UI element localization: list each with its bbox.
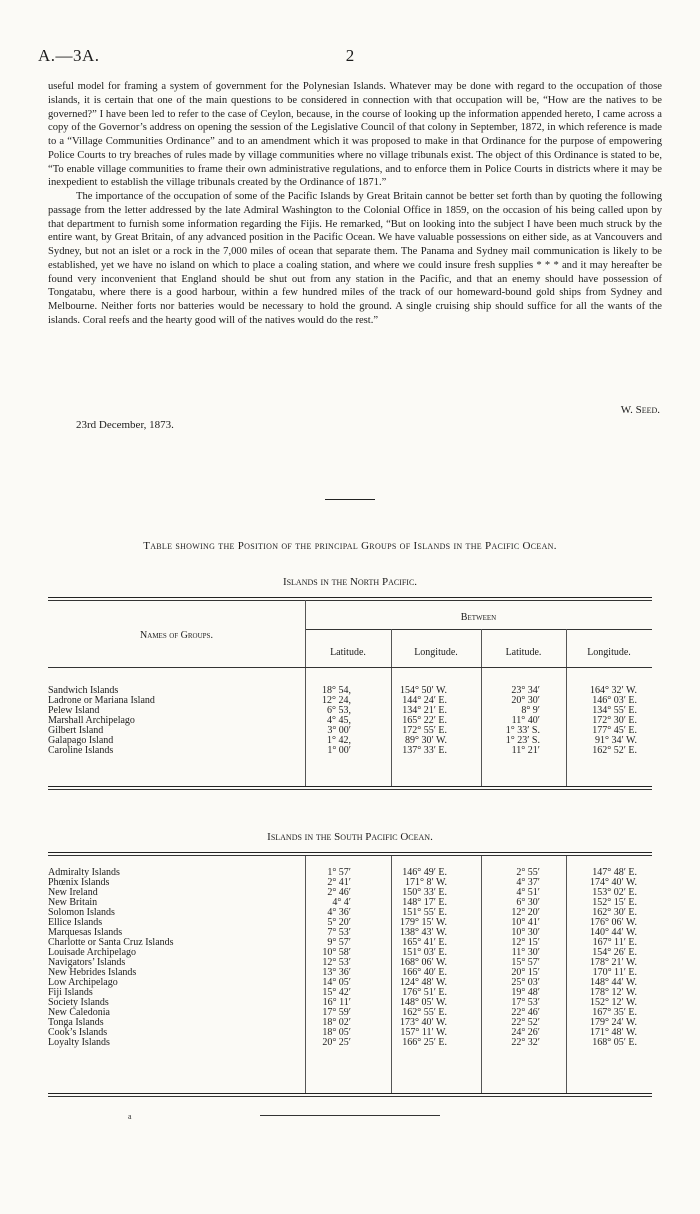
column-header-between: Between <box>460 612 497 623</box>
group-name: Gilbert Island <box>48 725 104 736</box>
longitude-from: 151° 55′ E. <box>402 907 447 918</box>
longitude-to: 167° 35′ E. <box>592 1007 637 1018</box>
group-name: New Caledonia <box>48 1007 110 1018</box>
group-name: Marquesas Islands <box>48 927 123 938</box>
column-header-longitude-1: Longitude. <box>414 647 458 658</box>
table-title: Table showing the Position of the principal Groups of Islands in the Pacific Ocean. <box>143 540 557 552</box>
group-name: Galapago Island <box>48 735 114 746</box>
between-rule <box>305 629 652 630</box>
latitude-to: 22° 52′ <box>511 1017 540 1028</box>
column-rule <box>391 629 392 667</box>
longitude-to: 152° 15′ E. <box>592 897 637 908</box>
latitude-from: 6° 53, <box>327 705 351 716</box>
column-rule <box>566 629 567 667</box>
column-rule <box>481 629 482 667</box>
latitude-to: 10° 30′ <box>511 927 540 938</box>
latitude-from: 2° 41′ <box>327 877 351 888</box>
latitude-to: 11° 21′ <box>511 745 540 756</box>
header-bottom-rule <box>48 667 652 668</box>
group-name: Caroline Islands <box>48 745 114 756</box>
group-name: Cook’s Islands <box>48 1027 108 1038</box>
column-header-latitude-2: Latitude. <box>505 647 542 658</box>
paragraph-ceylon: useful model for framing a system of government for the Polynesian Islands. Whatever may be done with regard to the occupation of those islands, it is certain that one of the main questions to be considered in connection with that occupation will be, “How are the natives to be governed?” I have been led to refer to the case of Ceylon, because, in the course of looking up the information appended hereto, I came across a copy of the Governor’s address on opening the session of the Legislative Council of that colony in September, 1872, in which reference is made to a “Village Communities Ordinance” and to an amendment which it was proposed to make in that Ordinance for the purpose of empowering Police Courts to try breaches of rules made by village communities where no village tribunals exist. The object of this Ordinance is stated to be, “To enable village communities to frame their own administrative regulations, and to enforce them in Police Courts in districts where it may be inexpedient to establish the village tribunals created by the Ordinance of 1871.” <box>48 81 662 189</box>
longitude-from: 148° 17′ E. <box>402 897 447 908</box>
longitude-from: 166° 25′ E. <box>402 1037 447 1048</box>
latitude-to: 12° 20′ <box>511 907 540 918</box>
group-name: Marshall Archipelago <box>48 715 135 726</box>
closing-rule <box>260 1115 440 1116</box>
section-divider <box>325 499 375 500</box>
longitude-from: 165° 22′ E. <box>402 715 447 726</box>
latitude-from: 4° 36′ <box>327 907 351 918</box>
signature-name: W. Seed. <box>620 404 660 416</box>
north-bottom-rule <box>48 786 652 787</box>
south-table-body <box>48 868 652 1048</box>
longitude-from: 138° 43′ W. <box>399 927 447 938</box>
table-top-rule <box>48 597 652 598</box>
longitude-to: 179° 24′ W. <box>589 1017 637 1028</box>
latitude-from: 13° 36′ <box>322 967 351 978</box>
longitude-to: 147° 48′ E. <box>592 867 637 878</box>
longitude-to: 168° 05′ E. <box>592 1037 637 1048</box>
signature <box>621 404 660 416</box>
latitude-to: 17° 53′ <box>511 997 540 1008</box>
latitude-from: 20° 25′ <box>322 1037 351 1048</box>
latitude-to: 11° 40′ <box>511 715 540 726</box>
latitude-from: 10° 58′ <box>322 947 351 958</box>
column-rule <box>305 600 306 667</box>
longitude-to: 91° 34′ W. <box>594 735 637 746</box>
longitude-to: 140° 44′ W. <box>589 927 637 938</box>
longitude-to: 174° 40′ W. <box>589 877 637 888</box>
longitude-from: 165° 41′ E. <box>402 937 447 948</box>
latitude-to: 23° 34′ <box>511 685 540 696</box>
longitude-from: 168° 06′ W. <box>399 957 447 968</box>
longitude-to: 170° 11′ E. <box>592 967 637 978</box>
latitude-to: 6° 30′ <box>516 897 540 908</box>
latitude-to: 4° 51′ <box>516 887 540 898</box>
latitude-to: 15° 57′ <box>511 957 540 968</box>
longitude-from: 137° 33′ E. <box>402 745 447 756</box>
longitude-to: 153° 02′ E. <box>592 887 637 898</box>
latitude-to: 8° 9′ <box>521 705 540 716</box>
longitude-to: 167° 11′ E. <box>592 937 637 948</box>
longitude-from: 176° 51′ E. <box>402 987 447 998</box>
latitude-to: 10° 41′ <box>511 917 540 928</box>
column-header-longitude-2: Longitude. <box>587 647 631 658</box>
group-name: Admiralty Islands <box>48 867 120 878</box>
longitude-from: 173° 40′ W. <box>399 1017 447 1028</box>
longitude-from: 89° 30′ W. <box>404 735 447 746</box>
longitude-to: 178° 12′ W. <box>589 987 637 998</box>
table-row <box>48 1038 652 1048</box>
south-top-rule-inner <box>48 855 652 856</box>
latitude-from: 18° 54, <box>322 685 351 696</box>
latitude-from: 18° 02′ <box>322 1017 351 1028</box>
group-name: Fiji Islands <box>48 987 93 998</box>
longitude-from: 134° 21′ E. <box>402 705 447 716</box>
longitude-to: 154° 26′ E. <box>592 947 637 958</box>
latitude-from: 4° 4′ <box>332 897 351 908</box>
latitude-from: 15° 42′ <box>322 987 351 998</box>
group-name: Solomon Islands <box>48 907 115 918</box>
latitude-from: 3° 00′ <box>327 725 351 736</box>
page-number: 2 <box>345 46 355 65</box>
latitude-from: 17° 59′ <box>322 1007 351 1018</box>
latitude-from: 16° 11′ <box>322 997 351 1008</box>
body-text <box>48 80 662 328</box>
latitude-to: 20° 15′ <box>511 967 540 978</box>
longitude-to: 146° 03′ E. <box>592 695 637 706</box>
latitude-to: 24° 26′ <box>511 1027 540 1038</box>
longitude-from: 151° 03′ E. <box>402 947 447 958</box>
latitude-to: 11° 30′ <box>511 947 540 958</box>
column-header-latitude-1: Latitude. <box>330 647 366 658</box>
longitude-from: 144° 24′ E. <box>402 695 447 706</box>
latitude-to: 20° 30′ <box>511 695 540 706</box>
latitude-from: 14° 05′ <box>322 977 351 988</box>
group-name: Phœnix Islands <box>48 877 110 888</box>
north-bottom-rule-inner <box>48 789 652 790</box>
group-name: Loyalty Islands <box>48 1037 110 1048</box>
latitude-to: 12° 15′ <box>511 937 540 948</box>
latitude-to: 1° 33′ S. <box>505 725 540 736</box>
longitude-to: 178° 21′ W. <box>589 957 637 968</box>
longitude-from: 124° 48′ W. <box>399 977 447 988</box>
group-name: Tonga Islands <box>48 1017 104 1028</box>
longitude-from: 172° 55′ E. <box>402 725 447 736</box>
latitude-to: 2° 55′ <box>516 867 540 878</box>
group-name: Charlotte or Santa Cruz Islands <box>48 937 174 948</box>
group-name: Low Archipelago <box>48 977 118 988</box>
latitude-from: 1° 42, <box>327 735 351 746</box>
latitude-from: 1° 00′ <box>327 745 351 756</box>
longitude-to: 162° 30′ E. <box>592 907 637 918</box>
latitude-to: 19° 48′ <box>511 987 540 998</box>
longitude-to: 148° 44′ W. <box>589 977 637 988</box>
latitude-from: 9° 57′ <box>327 937 351 948</box>
longitude-from: 157° 11′ W. <box>400 1027 447 1038</box>
longitude-from: 179° 15′ W. <box>399 917 447 928</box>
south-bottom-rule-inner <box>48 1096 652 1097</box>
latitude-to: 25° 03′ <box>511 977 540 988</box>
group-name: Society Islands <box>48 997 109 1008</box>
longitude-to: 162° 52′ E. <box>592 745 637 756</box>
latitude-from: 18° 05′ <box>322 1027 351 1038</box>
latitude-to: 22° 46′ <box>511 1007 540 1018</box>
group-name: Louisade Archipelago <box>48 947 137 958</box>
table-row <box>48 746 652 756</box>
group-name: Ellice Islands <box>48 917 103 928</box>
longitude-to: 152° 12′ W. <box>589 997 637 1008</box>
table-top-rule-inner <box>48 600 652 601</box>
south-bottom-rule <box>48 1093 652 1094</box>
longitude-from: 150° 33′ E. <box>402 887 447 898</box>
longitude-to: 177° 45′ E. <box>592 725 637 736</box>
group-name: Ladrone or Mariana Island <box>48 695 155 706</box>
longitude-to: 171° 48′ W. <box>589 1027 637 1038</box>
longitude-from: 166° 40′ E. <box>402 967 447 978</box>
latitude-to: 4° 37′ <box>516 877 540 888</box>
group-name: Navigators’ Islands <box>48 957 126 968</box>
document-reference: A.—3A. <box>38 46 100 65</box>
column-header-names: Names of Groups. <box>140 630 213 641</box>
group-name: Pelew Island <box>48 705 100 716</box>
latitude-from: 1° 57′ <box>327 867 351 878</box>
north-table-body <box>48 686 652 756</box>
north-section-title: Islands in the North Pacific. <box>282 576 418 588</box>
latitude-from: 12° 24, <box>322 695 351 706</box>
group-name: Sandwich Islands <box>48 685 119 696</box>
latitude-to: 1° 23′ S. <box>505 735 540 746</box>
letter-date: 23rd December, 1873. <box>76 419 174 431</box>
south-top-rule <box>48 852 652 853</box>
paragraph-washington: The importance of the occupation of some of the Pacific Islands by Great Britain cannot be better set forth than by quoting the following passage from the letter addressed by the late Admiral Washington to the Colonial Office in 1859, on the occasion of his being called upon by that department to furnish some information regarding the Fijis. He remarked, “But on looking into the subject I have been much struck by the entire want, by Great Britain, of any advanced position in the Pacific Ocean. We have valuable possessions on either side, as at Vancouvers and Sydney, but not an islet or a rock in the 7,000 miles of ocean that separate them. The Panama and Sydney mail communication is likely to be established, yet we have no island on which to place a coaling station, and where we could insure fresh supplies * * * and it may hereafter be found very inconvenient that England should be shut out from any station in the Pacific, and that an enemy should have possession of Tongatabu, where there is a good harbour, within a few hundred miles of the track of our homeward-bound gold ships from Sydney and Melbourne. Neither forts nor batteries would be necessary to hold the ground. A single cruising ship should suffice for all the wants of the islands. Coral reefs and the hearty good will of the natives would do the rest.” <box>48 191 662 326</box>
group-name: New Hebrides Islands <box>48 967 137 978</box>
longitude-to: 164° 32′ W. <box>589 685 637 696</box>
longitude-to: 172° 30′ E. <box>592 715 637 726</box>
latitude-from: 2° 46′ <box>327 887 351 898</box>
longitude-from: 146° 49′ E. <box>402 867 447 878</box>
longitude-from: 148° 05′ W. <box>399 997 447 1008</box>
latitude-to: 22° 32′ <box>511 1037 540 1048</box>
latitude-from: 7° 53′ <box>327 927 351 938</box>
longitude-from: 154° 50′ W. <box>399 685 447 696</box>
south-section-title: Islands in the South Pacific Ocean. <box>267 831 433 843</box>
longitude-from: 162° 55′ E. <box>402 1007 447 1018</box>
latitude-from: 4° 45, <box>327 715 351 726</box>
longitude-from: 171° 8′ W. <box>404 877 447 888</box>
group-name: New Britain <box>48 897 98 908</box>
latitude-from: 12° 53′ <box>322 957 351 968</box>
printer-mark: a <box>128 1112 132 1121</box>
longitude-to: 176° 06′ W. <box>589 917 637 928</box>
latitude-from: 5° 20′ <box>327 917 351 928</box>
group-name: New Ireland <box>48 887 98 898</box>
longitude-to: 134° 55′ E. <box>592 705 637 716</box>
